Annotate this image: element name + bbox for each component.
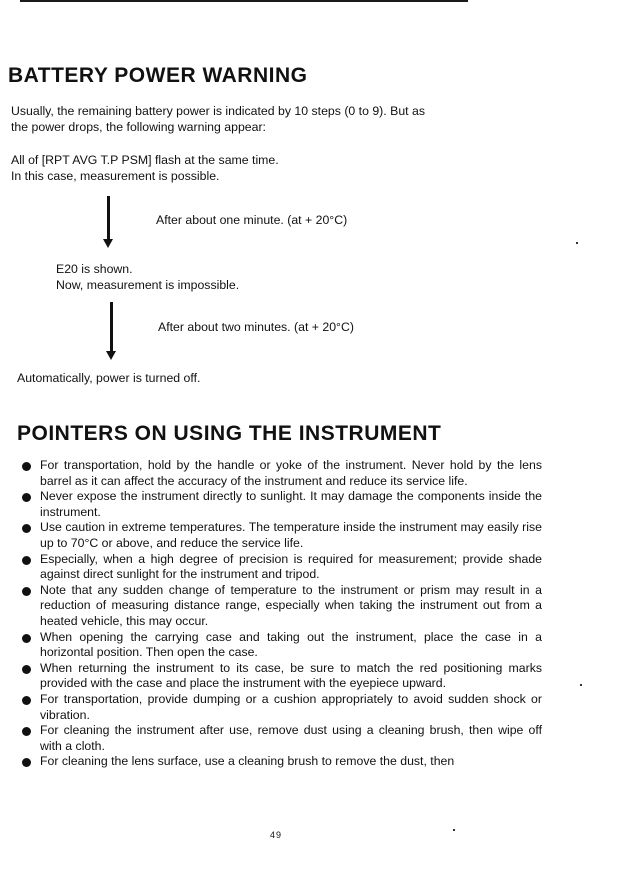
pointer-item: For cleaning the lens surface, use a cleaning brush to remove the dust, then (22, 754, 542, 770)
pointer-item: For cleaning the instrument after use, remove dust using a cleaning brush, then wipe off with a cloth. (22, 723, 542, 754)
page-number: 49 (270, 830, 283, 840)
pointers-heading: POINTERS ON USING THE INSTRUMENT (17, 422, 442, 445)
battery-warning-heading: BATTERY POWER WARNING (8, 64, 308, 87)
step2-line-2: Now, measurement is impossible. (56, 278, 240, 292)
pointer-item: Use caution in extreme temperatures. The temperature inside the instrument may easily rise up to 70°C or above, and reduce the service life. (22, 520, 542, 551)
bullet-icon (22, 665, 31, 674)
bullet-icon (22, 727, 31, 736)
bullet-icon (22, 493, 31, 502)
pointer-item: Note that any sudden change of temperature to the instrument or prism may result in a reduction of measuring distance range, especially when taking the instrument out from a heated vehicle, this may occur. (22, 583, 542, 630)
bullet-icon (22, 556, 31, 565)
arrow1-note: After about one minute. (at + 20°C) (156, 213, 348, 227)
scan-speck (453, 829, 455, 831)
top-rule (20, 0, 468, 2)
pointer-item: For transportation, hold by the handle or yoke of the instrument. Never hold by the lens barrel as it can affect the accuracy of the instrument and reduce its service life. (22, 458, 542, 489)
bullet-icon (22, 462, 31, 471)
step1-line-1: All of [RPT AVG T.P PSM] flash at the same time. (11, 153, 279, 167)
bullet-icon (22, 758, 31, 767)
intro-line-2: the power drops, the following warning appear: (11, 120, 266, 134)
pointer-item: Never expose the instrument directly to sunlight. It may damage the components inside the instrument. (22, 489, 542, 520)
bullet-icon (22, 696, 31, 705)
bullet-icon (22, 524, 31, 533)
bullet-icon (22, 587, 31, 596)
scan-speck (580, 684, 582, 686)
step2-line-1: E20 is shown. (56, 262, 133, 276)
bullet-icon (22, 634, 31, 643)
pointer-item: When returning the instrument to its case, be sure to match the red positioning marks provided with the case and place the instrument with the eyepiece upward. (22, 661, 542, 692)
intro-line-1: Usually, the remaining battery power is indicated by 10 steps (0 to 9). But as (11, 104, 425, 118)
pointers-list (22, 458, 542, 770)
step1-line-2: In this case, measurement is possible. (11, 169, 220, 183)
step3-line: Automatically, power is turned off. (17, 371, 201, 385)
pointer-item: For transportation, provide dumping or a cushion appropriately to avoid sudden shock or vibration. (22, 692, 542, 723)
down-arrow-icon (106, 302, 118, 360)
down-arrow-icon (103, 196, 115, 248)
pointer-item: Especially, when a high degree of precision is required for measurement; provide shade against direct sunlight for the instrument and tripod. (22, 552, 542, 583)
arrow2-note: After about two minutes. (at + 20°C) (158, 320, 354, 334)
scan-speck (576, 242, 578, 244)
pointer-item: When opening the carrying case and taking out the instrument, place the case in a horizontal position. Then open the case. (22, 630, 542, 661)
